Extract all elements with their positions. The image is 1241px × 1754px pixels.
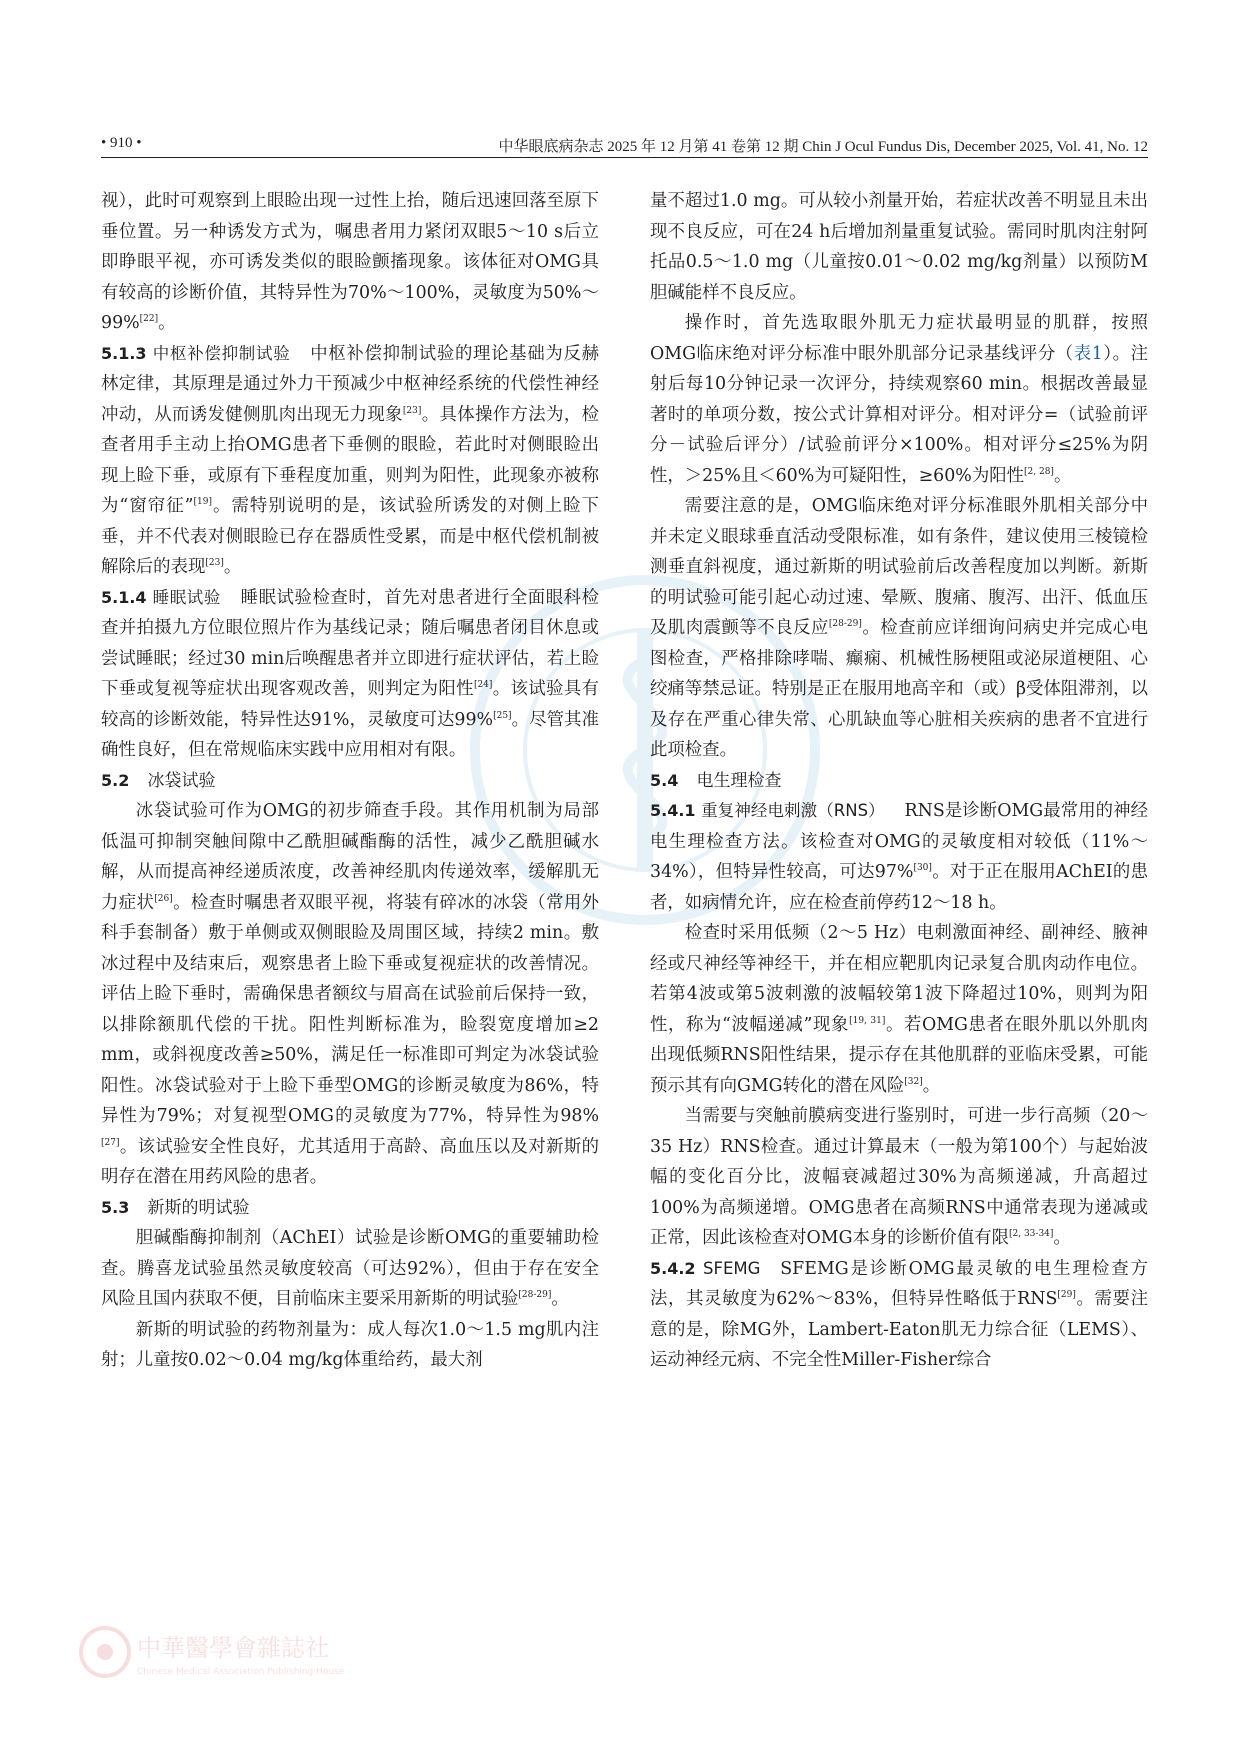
- section-number: 5.2: [101, 770, 130, 790]
- publisher-name-cn: 中華醫學會雜誌社: [137, 1634, 329, 1662]
- section-title: 新斯的明试验: [147, 1197, 250, 1218]
- citation-ref[interactable]: [30]: [913, 863, 932, 873]
- citation-ref[interactable]: [19, 31]: [849, 1015, 886, 1026]
- section-title: 重复神经电刺激（RNS）: [701, 801, 885, 820]
- section-title: 睡眠试验: [152, 587, 221, 607]
- section-title: 电生理检查: [696, 770, 782, 791]
- journal-citation: 中华眼底病杂志 2025 年 12 月第 41 卷第 12 期 Chin J Ocul Fundus Dis, December 2025, Vol. 41, No. 12: [498, 139, 1148, 155]
- subsection-5-1-4: 5.1.4 睡眠试验 睡眠试验检查时，首先对患者进行全面眼科检查并拍摄九方位眼位照片作为基线记录；随后嘱患者闭目休息或尝试睡眠；经过30 min后唤醒患者并立即进行症状评估，若上睑下垂或复视等症状出现客观改善，则判定为阳性[24]。该试验具有较高的诊断效能，特异性达91%，灵敏度可达99%[25]。尽管其准确性良好，但在常规临床实践中应用相对有限。: [101, 587, 600, 760]
- citation-ref[interactable]: [23]: [205, 558, 224, 568]
- citation-ref[interactable]: [28-29]: [828, 619, 862, 629]
- table-link[interactable]: 表1: [1073, 343, 1103, 364]
- paragraph: 新斯的明试验的药物剂量为：成人每次1.0～1.5 mg肌内注射；儿童按0.02～0.04 mg/kg体重给药，最大剂: [101, 1319, 599, 1370]
- section-title: 冰袋试验: [147, 770, 216, 791]
- section-number: 5.1.3: [101, 343, 147, 363]
- page-number: • 910 •: [101, 135, 142, 151]
- section-number: 5.4.1: [650, 801, 696, 820]
- citation-ref[interactable]: [32]: [904, 1076, 923, 1087]
- citation-ref[interactable]: [28-29]: [518, 1290, 552, 1300]
- paragraph: 视），此时可观察到上眼睑出现一过性上抬，随后迅速回落至原下垂位置。另一种诱发方式为，嘱患者用力紧闭双眼5～10 s后立即睁眼平视，亦可诱发类似的眼睑颤搐现象。该体征对OMG具有较高的诊断价值，其特异性为70%～100%，灵敏度为50%～99%[22]。: [101, 191, 599, 333]
- left-column: [101, 186, 599, 1376]
- paragraph: 胆碱酯酶抑制剂（AChEI）试验是诊断OMG的重要辅助检查。腾喜龙试验虽然灵敏度较高（可达92%），但由于存在安全风险且国内获取不便，目前临床主要采用新斯的明试验[28-29]。: [101, 1228, 599, 1309]
- section-number: 5.1.4: [101, 587, 147, 607]
- subsection-5-4-2: 5.4.2 SFEMG SFEMG是诊断OMG最灵敏的电生理检查方法，其灵敏度为62%～83%，但特异性略低于RNS[29]。需要注意的是，除MG外，Lambert-Eaton肌无力综合征（LEMS）、运动神经元病、不完全性Miller-Fisher综合: [650, 1258, 1148, 1370]
- running-header: [101, 133, 1148, 158]
- paragraph: 冰袋试验可作为OMG的初步筛查手段。其作用机制为局部低温可抑制突触间隙中乙酰胆碱酯酶的活性，减少乙酰胆碱水解，从而提高神经递质浓度，改善神经肌肉传递效率，缓解肌无力症状[26]。检查时嘱患者双眼平视，将装有碎冰的冰袋（常用外科手套制备）敷于单侧或双侧眼睑及周围区域，持续2 min。敷冰过程中及结束后，观察患者上睑下垂或复视症状的改善情况。评估上睑下垂时，需确保患者额纹与眉高在试验前后保持一致，以排除额肌代偿的干扰。阳性判断标准为，睑裂宽度增加≥2 mm，或斜视度改善≥50%，满足任一标准即可判定为冰袋试验阳性。冰袋试验对于上睑下垂型OMG的诊断灵敏度为86%，特异性为79%；对复视型OMG的灵敏度为77%，特异性为98%[27]。该试验安全性良好，尤其适用于高龄、高血压以及对新斯的明存在潜在用药风险的患者。: [101, 801, 599, 1187]
- paragraph: 操作时，首先选取眼外肌无力症状最明显的肌群，按照OMG临床绝对评分标准中眼外肌部分记录基线评分（表1）。注射后每10分钟记录一次评分，持续观察60 min。根据改善最显著时的单项分数，按公式计算相对评分。相对评分=（试验前评分－试验后评分）/试验前评分×100%。相对评分≤25%为阴性，＞25%且＜60%为可疑阳性，≥60%为阳性[2, 28]。: [650, 313, 1148, 486]
- section-title: 中枢补偿抑制试验: [152, 343, 291, 363]
- subsection-5-1-3: 5.1.3 中枢补偿抑制试验 中枢补偿抑制试验的理论基础为反赫林定律，其原理是通过外力干预减少中枢神经系统的代偿性神经冲动，从而诱发健侧肌肉出现无力现象[23]。具体操作方法为，检查者用手主动上抬OMG患者下垂侧的眼睑，若此时对侧眼睑出现上睑下垂，或原有下垂程度加重，则判为阳性，此现象亦被称为“窗帘征”[19]。需特别说明的是，该试验所诱发的对侧上睑下垂，并不代表对侧眼睑已存在器质性受累，而是中枢代偿机制被解除后的表现[23]。: [101, 343, 599, 577]
- citation-ref[interactable]: [2, 33-34]: [1009, 1229, 1054, 1239]
- section-heading-5-3: [101, 1193, 599, 1224]
- paragraph: 检查时采用低频（2～5 Hz）电刺激面神经、副神经、腋神经或尺神经等神经干，并在相应靶肌肉记录复合肌肉动作电位。若第4波或第5波刺激的波幅较第1波下降超过10%，则判为阳性，称为“波幅递减”现象[19, 31]。若OMG患者在眼外肌以外肌肉出现低频RNS阳性结果，提示存在其他肌群的亚临床受累，可能预示其有向GMG转化的潜在风险[32]。: [650, 923, 1148, 1096]
- section-number: 5.3: [101, 1197, 130, 1217]
- section-number: 5.4.2: [650, 1258, 696, 1278]
- citation-ref[interactable]: [29]: [1057, 1290, 1076, 1300]
- citation-ref[interactable]: [23]: [402, 405, 422, 416]
- citation-ref[interactable]: [24]: [473, 680, 493, 690]
- publisher-name-en: Chinese Medical Association Publishing House: [137, 1667, 345, 1677]
- paragraph: 当需要与突触前膜病变进行鉴别时，可进一步行高频（20～35 Hz）RNS检查。通过计算最末（一般为第100个）与起始波幅的变化百分比，波幅衰减超过30%为高频递减，升高超过100%为高频递增。OMG患者在高频RNS中通常表现为递减或正常，因此该检查对OMG本身的诊断价值有限[2, 33-34]。: [650, 1106, 1148, 1248]
- paragraph: 量不超过1.0 mg。可从较小剂量开始，若症状改善不明显且未出现不良反应，可在24 h后增加剂量重复试验。需同时肌肉注射阿托品0.5～1.0 mg（儿童按0.01～0.02 mg/kg剂量）以预防M胆碱能样不良反应。: [650, 191, 1148, 303]
- section-heading-5-4: [650, 766, 1148, 797]
- paragraph: 需要注意的是，OMG临床绝对评分标准眼外肌相关部分中并未定义眼球垂直活动受限标准，如有条件，建议使用三棱镜检测垂直斜视度，通过新斯的明试验前后改善程度加以判断。新斯的明试验可能引起心动过速、晕厥、腹痛、腹泻、出汗、低血压及肌肉震颤等不良反应[28-29]。检查前应详细询问病史并完成心电图检查，严格排除哮喘、癫痫、机械性肠梗阻或泌尿道梗阻、心绞痛等禁忌证。特别是正在服用地高辛和（或）β受体阻滞剂，以及存在严重心律失常、心肌缺血等心脏相关疾病的患者不宜进行此项检查。: [650, 496, 1148, 760]
- right-column: [650, 186, 1148, 1376]
- citation-ref[interactable]: [2, 28]: [1024, 466, 1054, 477]
- section-heading-5-2: [101, 766, 599, 797]
- citation-ref[interactable]: [26]: [154, 893, 173, 904]
- citation-ref[interactable]: [25]: [493, 710, 512, 721]
- citation-ref[interactable]: [19]: [193, 497, 213, 507]
- section-title: SFEMG: [703, 1258, 761, 1278]
- citation-ref[interactable]: [22]: [139, 314, 159, 324]
- publisher-logo: [75, 1622, 545, 1682]
- subsection-5-4-1: 5.4.1 重复神经电刺激（RNS） RNS是诊断OMG最常用的神经电生理检查方法。该检查对OMG的灵敏度相对较低（11%～34%），但特异性较高，可达97%[30]。对于正在服用AChEI的患者，如病情允许，应在检查前停药12～18 h。: [650, 801, 1149, 913]
- section-number: 5.4: [650, 770, 679, 790]
- citation-ref[interactable]: [27]: [101, 1137, 120, 1148]
